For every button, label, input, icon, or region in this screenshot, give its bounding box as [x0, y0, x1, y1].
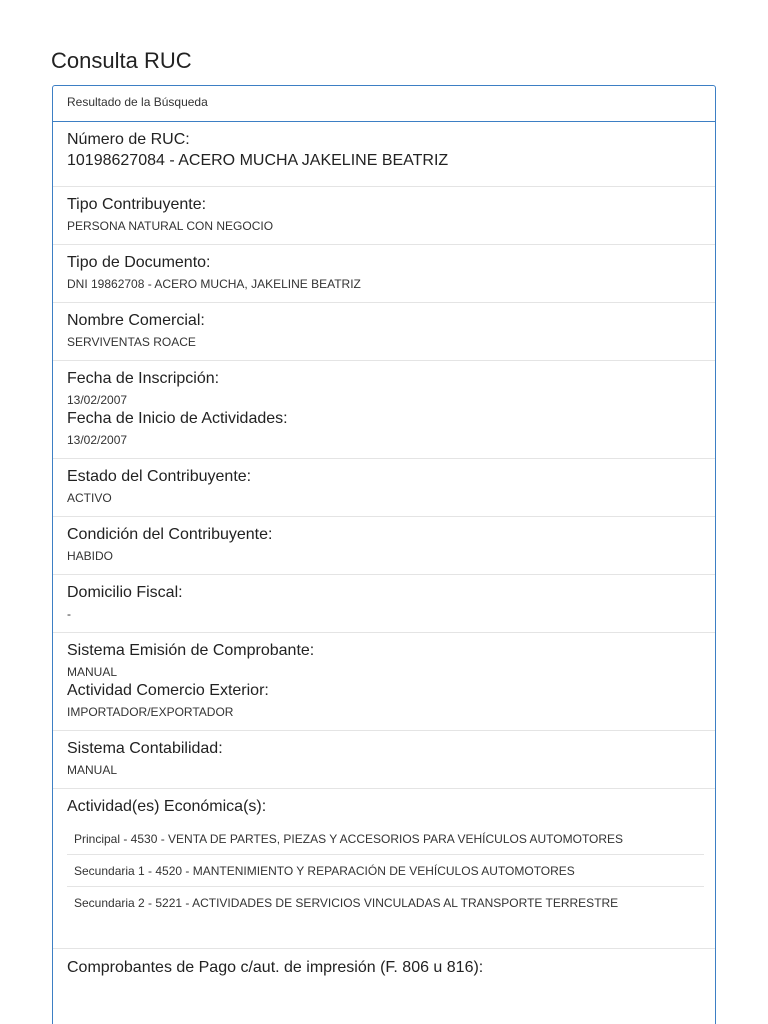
estado-label: Estado del Contribuyente:	[67, 468, 252, 485]
condicion-value: HABIDO	[67, 549, 114, 563]
row-fechas	[53, 361, 715, 459]
row-contabilidad	[53, 731, 715, 789]
actividades-label: Actividad(es) Económica(s):	[67, 798, 267, 815]
sistema-emision-label: Sistema Emisión de Comprobante:	[67, 642, 315, 659]
condicion-label: Condición del Contribuyente:	[67, 526, 273, 543]
row-tipo-contribuyente	[53, 187, 715, 245]
row-tipo-documento	[53, 245, 715, 303]
row-comprobantes	[53, 949, 715, 978]
sistema-emision-value: MANUAL	[67, 665, 118, 679]
estado-value: ACTIVO	[67, 491, 112, 505]
tipo-contribuyente-label: Tipo Contribuyente:	[67, 196, 207, 213]
actividades-list	[67, 823, 701, 918]
row-domicilio	[53, 575, 715, 633]
ruc-label: Número de RUC:	[67, 131, 190, 148]
results-panel	[52, 85, 716, 1024]
fecha-inscripcion-value: 13/02/2007	[67, 393, 128, 407]
fecha-inicio-value: 13/02/2007	[67, 433, 128, 447]
list-item: Principal - 4530 - VENTA DE PARTES, PIEZAS Y ACCESORIOS PARA VEHÍCULOS AUTOMOTORES	[67, 823, 704, 855]
list-item: Secundaria 1 - 4520 - MANTENIMIENTO Y REPARACIÓN DE VEHÍCULOS AUTOMOTORES	[67, 855, 704, 887]
nombre-comercial-value: SERVIVENTAS ROACE	[67, 335, 196, 349]
domicilio-value: -	[67, 607, 71, 621]
tipo-contribuyente-value: PERSONA NATURAL CON NEGOCIO	[67, 219, 274, 233]
fecha-inicio-label: Fecha de Inicio de Actividades:	[67, 410, 288, 427]
row-emision-comercio	[53, 633, 715, 731]
row-estado	[53, 459, 715, 517]
tipo-documento-label: Tipo de Documento:	[67, 254, 211, 271]
comercio-exterior-value: IMPORTADOR/EXPORTADOR	[67, 705, 234, 719]
row-actividades	[53, 789, 715, 949]
page-title: Consulta RUC	[51, 48, 192, 73]
list-item: Secundaria 2 - 5221 - ACTIVIDADES DE SERVICIOS VINCULADAS AL TRANSPORTE TERRESTRE	[74, 896, 619, 910]
nombre-comercial-label: Nombre Comercial:	[67, 312, 205, 329]
domicilio-label: Domicilio Fiscal:	[67, 584, 183, 601]
panel-heading: Resultado de la Búsqueda	[53, 86, 715, 122]
row-nombre-comercial	[53, 303, 715, 361]
comprobantes-label: Comprobantes de Pago c/aut. de impresión (F. 806 u 816):	[67, 959, 484, 976]
tipo-documento-value: DNI 19862708 - ACERO MUCHA, JAKELINE BEATRIZ	[67, 277, 361, 291]
contabilidad-label: Sistema Contabilidad:	[67, 740, 223, 757]
row-condicion	[53, 517, 715, 575]
contabilidad-value: MANUAL	[67, 763, 118, 777]
ruc-value: 10198627084 - ACERO MUCHA JAKELINE BEATRIZ	[67, 152, 449, 169]
row-ruc	[53, 122, 715, 187]
fecha-inscripcion-label: Fecha de Inscripción:	[67, 370, 220, 387]
comercio-exterior-label: Actividad Comercio Exterior:	[67, 682, 269, 699]
